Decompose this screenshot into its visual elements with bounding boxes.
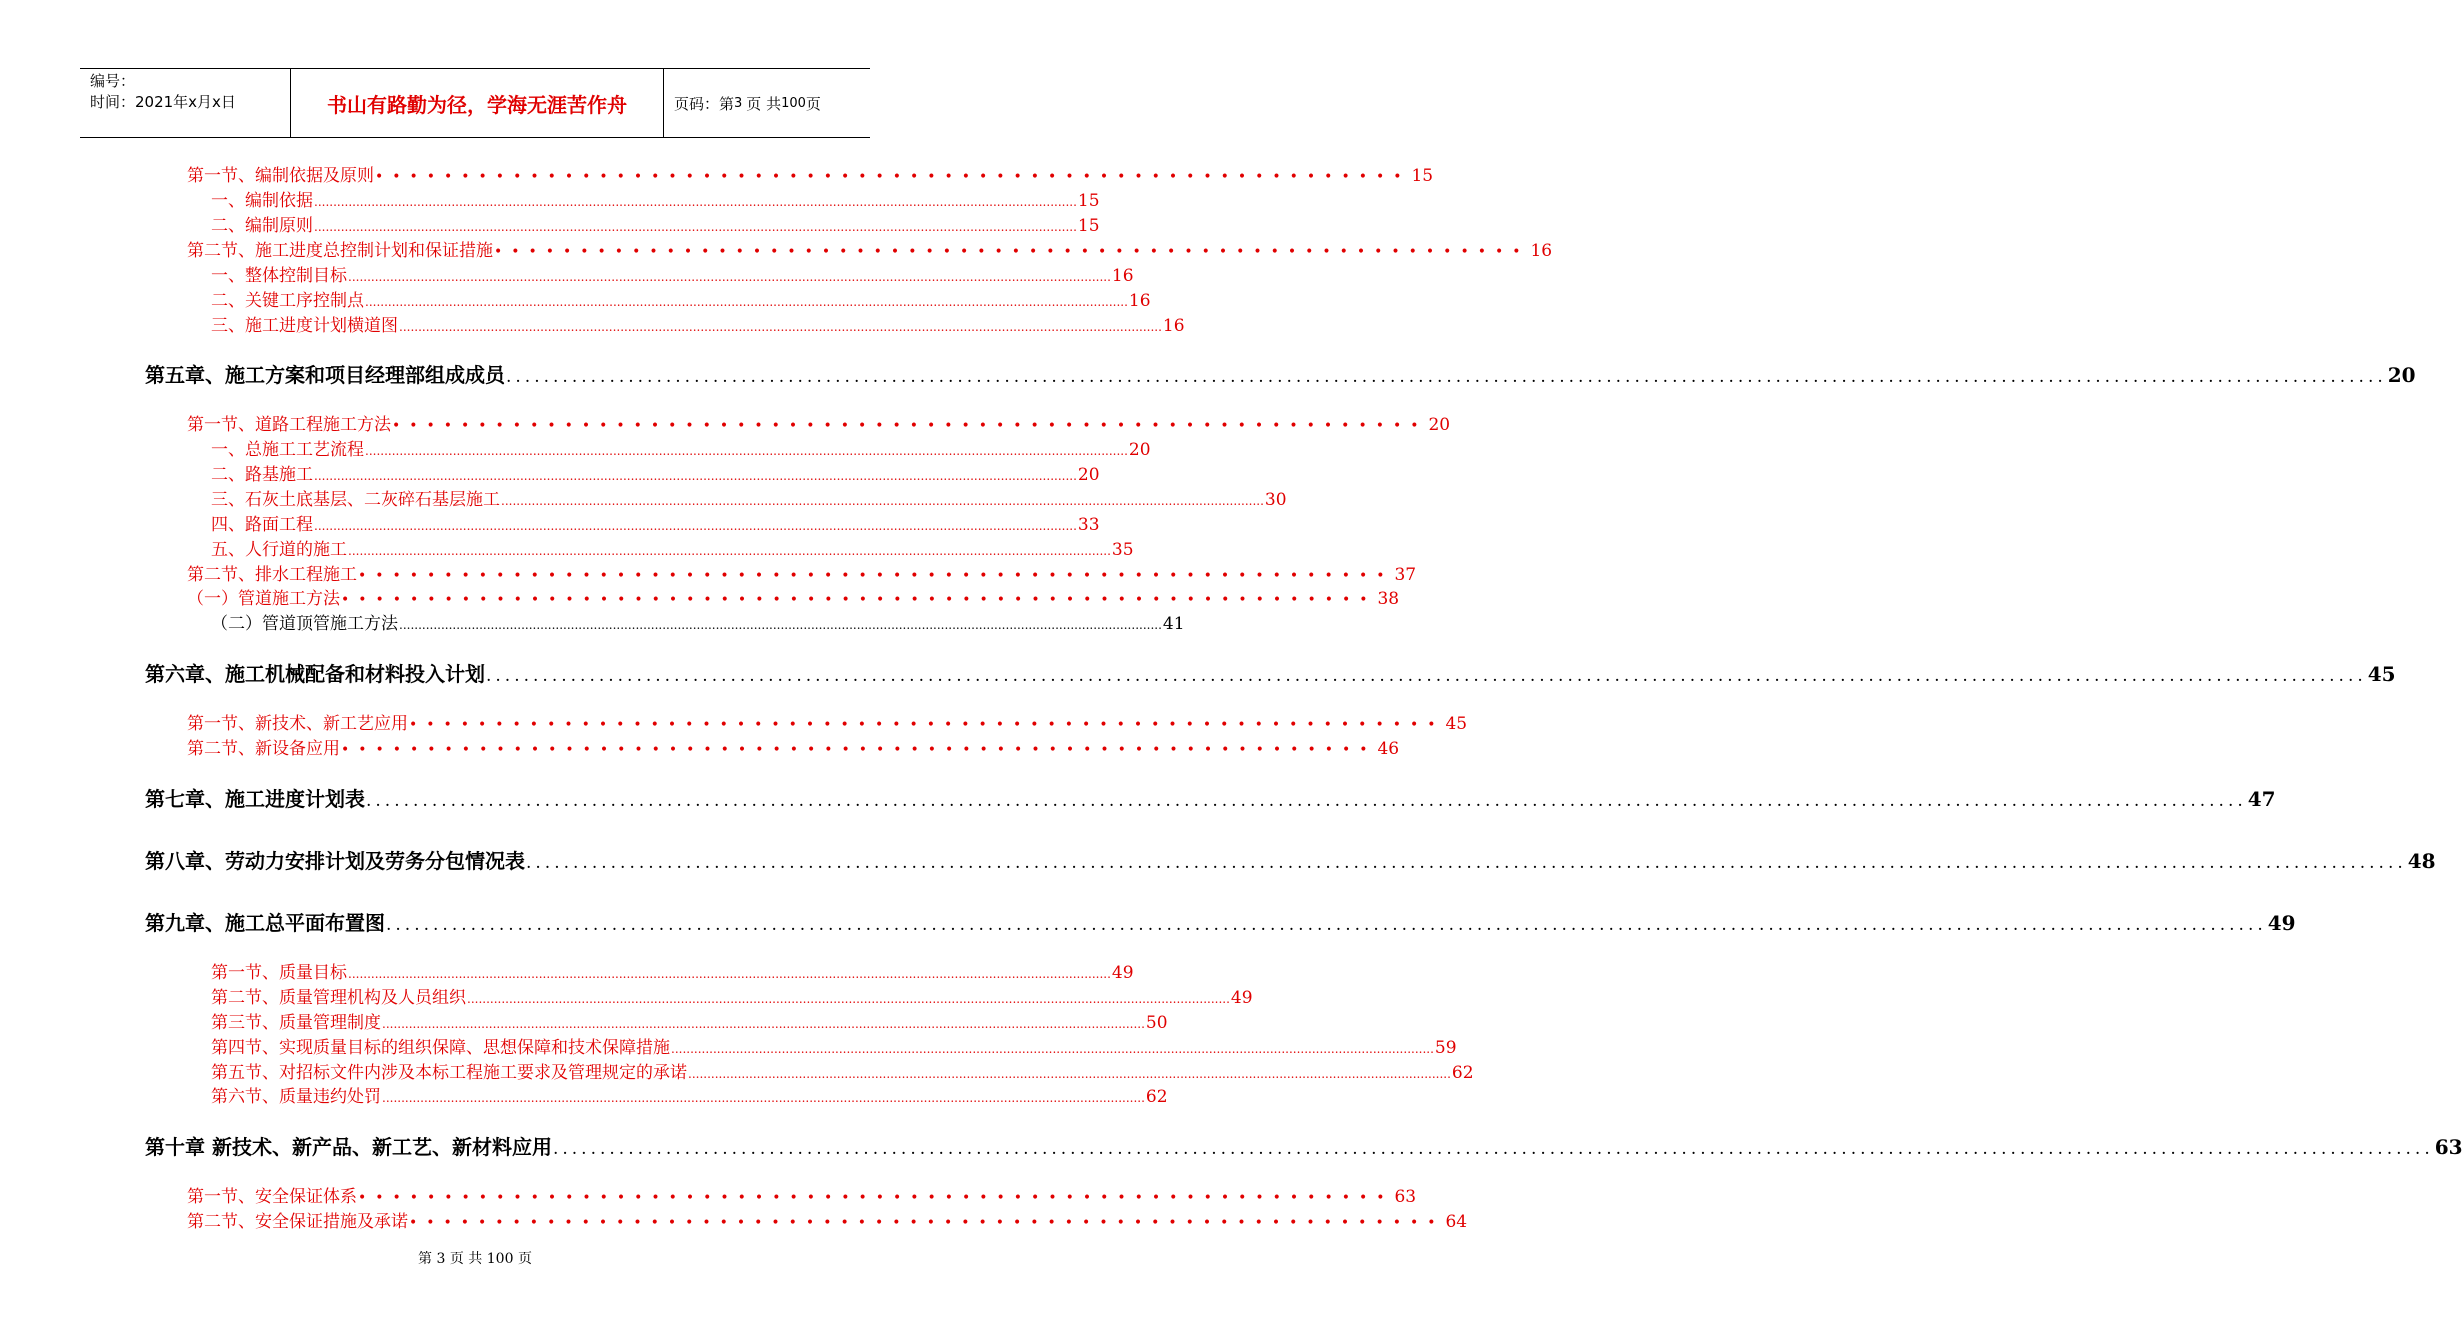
toc-leader: ........................................................................................................................................................................................................ [382,1091,1145,1105]
toc-page-number: 62 [1451,1063,1474,1083]
toc-leader: •••••••••••••••••••••••••••••••••••••••••••••••••••••••••••• [409,1215,1445,1231]
toc-chapter-entry[interactable] [145,658,2396,688]
toc-entry[interactable] [187,734,1400,759]
toc-page-number: 15 [1077,216,1100,236]
toc-entry-title: 第二节、质量管理机构及人员组织 [211,988,466,1008]
toc-page-number: 16 [1162,316,1185,336]
toc-leader: ........................................................................................................................................................................................................ [399,320,1162,334]
toc-leader: ........................................................................................................................................................................................................ [314,195,1077,209]
toc-leader: •••••••••••••••••••••••••••••••••••••••••••••••••••••••••••• [494,244,1530,260]
toc-chapter-entry[interactable] [145,783,2276,813]
toc-entry[interactable] [187,560,1417,585]
toc-entry[interactable] [211,186,1100,211]
toc-entry-title: 第四节、实现质量目标的组织保障、思想保障和技术保障措施 [211,1038,670,1058]
toc-entry-title: 第二节、排水工程施工 [187,565,357,585]
toc-entry[interactable] [211,286,1151,311]
toc-page-number: 50 [1145,1013,1168,1033]
toc-entry-title: 第二节、安全保证措施及承诺 [187,1212,408,1232]
toc-leader: •••••••••••••••••••••••••••••••••••••••••••••••••••••••••••• [358,1190,1394,1206]
toc-leader: ........................................................................................................................................................................................................ [506,367,2387,387]
toc-page-number: 16 [1111,266,1134,286]
page-end-label: 页 [805,94,821,113]
header-page-info [664,69,870,137]
toc-entry[interactable] [211,510,1100,535]
toc-page-number: 49 [2267,911,2296,935]
toc-entry-title: 第二节、新设备应用 [187,739,340,759]
toc-entry-title: 第十章 新技术、新产品、新工艺、新材料应用 [145,1135,552,1159]
toc-leader: ........................................................................................................................................................................................................ [526,853,2407,873]
toc-leader: ........................................................................................................................................................................................................ [366,791,2247,811]
toc-leader: •••••••••••••••••••••••••••••••••••••••••••••••••••••••••••• [392,418,1428,434]
toc-entry[interactable] [211,211,1100,236]
toc-entry[interactable] [211,1033,1457,1058]
toc-entry-title: 第三节、质量管理制度 [211,1013,381,1033]
toc-page-number: 63 [2434,1135,2463,1159]
toc-chapter-entry[interactable] [145,359,2416,389]
toc-entry-title: 第六节、质量违约处罚 [211,1087,381,1107]
toc-entry[interactable] [211,460,1100,485]
toc-entry[interactable] [187,236,1553,261]
toc-entry-title: 第一节、质量目标 [211,963,347,983]
toc-leader: ........................................................................................................................................................................................................ [348,544,1111,558]
toc-page-number: 45 [1445,714,1468,734]
page-header [80,68,870,138]
toc-page-number: 16 [1530,241,1553,261]
toc-entry-title: 第九章、施工总平面布置图 [145,911,385,935]
document-date: 时间：2021年x月x日 [90,93,236,111]
toc-page-number: 62 [1145,1087,1168,1107]
toc-page-number: 15 [1411,166,1434,186]
toc-page-number: 49 [1111,963,1134,983]
toc-leader: ........................................................................................................................................................................................................ [348,270,1111,284]
toc-entry[interactable] [211,311,1185,336]
toc-page-number: 37 [1394,565,1417,585]
toc-leader: ........................................................................................................................................................................................................ [552,1139,2434,1159]
toc-page-number: 20 [2387,363,2416,387]
toc-page-number: 49 [1230,988,1253,1008]
toc-page-number: 15 [1077,191,1100,211]
page-number: 3 [734,95,743,111]
toc-entry-title: 第二节、施工进度总控制计划和保证措施 [187,241,493,261]
toc-entry-title: 一、编制依据 [211,191,313,211]
toc-entry[interactable] [187,1207,1468,1232]
toc-entry-title: 第五节、对招标文件内涉及本标工程施工要求及管理规定的承诺 [211,1063,687,1083]
toc-leader: ........................................................................................................................................................................................................ [399,618,1162,632]
toc-page-number: 47 [2247,787,2276,811]
footer-mid: 页 共 [449,1251,483,1267]
toc-entry-title: 二、路基施工 [211,465,313,485]
toc-leader: ........................................................................................................................................................................................................ [688,1067,1451,1081]
toc-page-number: 20 [1428,415,1451,435]
toc-entry-title: 四、路面工程 [211,515,313,535]
toc-leader: ........................................................................................................................................................................................................ [365,444,1128,458]
toc-leader: ........................................................................................................................................................................................................ [314,469,1077,483]
toc-leader: •••••••••••••••••••••••••••••••••••••••••••••••••••••••••••• [375,169,1411,185]
toc-entry-title: 第八章、劳动力安排计划及劳务分包情况表 [145,849,525,873]
toc-leader: ........................................................................................................................................................................................................ [501,494,1264,508]
toc-entry[interactable] [211,535,1134,560]
toc-page-number: 38 [1377,589,1400,609]
toc-entry-title: 一、整体控制目标 [211,266,347,286]
toc-entry[interactable] [187,709,1468,734]
toc-page-number: 35 [1111,540,1134,560]
toc-entry-title: 三、石灰土底基层、二灰碎石基层施工 [211,490,500,510]
footer-page-total: 100 [486,1251,514,1267]
document-number-label: 编号： [90,72,136,90]
toc-page-number: 30 [1264,490,1287,510]
toc-entry[interactable] [211,1008,1168,1033]
toc-entry[interactable] [211,485,1287,510]
toc-leader: ........................................................................................................................................................................................................ [348,967,1111,981]
toc-entry-title: 第七章、施工进度计划表 [145,787,365,811]
toc-page-number: 20 [1077,465,1100,485]
toc-page-number: 59 [1434,1038,1457,1058]
toc-entry-title: 三、施工进度计划横道图 [211,316,398,336]
header-motto: 书山有路勤为径，学海无涯苦作舟 [290,69,664,137]
toc-entry[interactable] [211,983,1253,1008]
toc-entry-title: 第一节、新技术、新工艺应用 [187,714,408,734]
toc-page-number: 33 [1077,515,1100,535]
toc-leader: ........................................................................................................................................................................................................ [386,915,2267,935]
toc-leader: ........................................................................................................................................................................................................ [314,220,1077,234]
toc-leader: ........................................................................................................................................................................................................ [467,992,1230,1006]
toc-entry-title: 第六章、施工机械配备和材料投入计划 [145,662,485,686]
page-mid-label: 页 共 [746,94,782,113]
toc-entry-title: 第一节、安全保证体系 [187,1187,357,1207]
toc-entry-title: 二、关键工序控制点 [211,291,364,311]
page-footer [0,1248,950,1268]
footer-post: 页 [517,1251,532,1267]
toc-page-number: 64 [1445,1212,1468,1232]
page-label: 页码：第 [674,94,735,113]
toc-entry-title: 一、总施工工艺流程 [211,440,364,460]
toc-entry-title: 第五章、施工方案和项目经理部组成成员 [145,363,505,387]
toc-leader: ........................................................................................................................................................................................................ [365,295,1128,309]
page-total: 100 [781,95,806,111]
toc-entry[interactable] [187,1182,1417,1207]
footer-page-number: 3 [436,1251,446,1267]
toc-page-number: 20 [1128,440,1151,460]
header-meta [80,69,290,137]
toc-entry[interactable] [211,1058,1474,1083]
toc-page-number: 48 [2407,849,2436,873]
toc-entry-title: 第一节、道路工程施工方法 [187,415,391,435]
toc-page-number: 46 [1377,739,1400,759]
toc-entry[interactable] [187,161,1434,186]
toc-leader: •••••••••••••••••••••••••••••••••••••••••••••••••••••••••••• [358,568,1394,584]
toc-entry[interactable] [211,609,1185,634]
toc-leader: ........................................................................................................................................................................................................ [382,1017,1145,1031]
footer-pre: 第 [418,1251,433,1267]
toc-entry-title: 第一节、编制依据及原则 [187,166,374,186]
toc-page-number: 45 [2367,662,2396,686]
toc-entry-title: 五、人行道的施工 [211,540,347,560]
toc-chapter-entry[interactable] [145,845,2436,875]
toc-entry[interactable] [187,410,1451,435]
toc-page-number: 63 [1394,1187,1417,1207]
toc-leader: ........................................................................................................................................................................................................ [671,1042,1434,1056]
toc-entry[interactable] [211,958,1134,983]
toc-page-number: 41 [1162,614,1185,634]
toc-leader: ........................................................................................................................................................................................................ [314,519,1077,533]
toc-entry[interactable] [211,435,1151,460]
toc-chapter-entry[interactable] [145,907,2296,937]
toc-entry[interactable] [211,261,1134,286]
toc-entry[interactable] [187,584,1400,609]
toc-chapter-entry[interactable] [145,1131,2463,1161]
toc-entry-title: （二）管道顶管施工方法 [211,614,398,634]
toc-entry-title: （一）管道施工方法 [187,589,340,609]
toc-leader: •••••••••••••••••••••••••••••••••••••••••••••••••••••••••••• [341,742,1377,758]
toc-leader: •••••••••••••••••••••••••••••••••••••••••••••••••••••••••••• [409,717,1445,733]
toc-page-number: 16 [1128,291,1151,311]
toc-entry-title: 二、编制原则 [211,216,313,236]
toc-leader: •••••••••••••••••••••••••••••••••••••••••••••••••••••••••••• [341,592,1377,608]
toc-entry[interactable] [211,1082,1168,1107]
toc-leader: ........................................................................................................................................................................................................ [486,666,2367,686]
